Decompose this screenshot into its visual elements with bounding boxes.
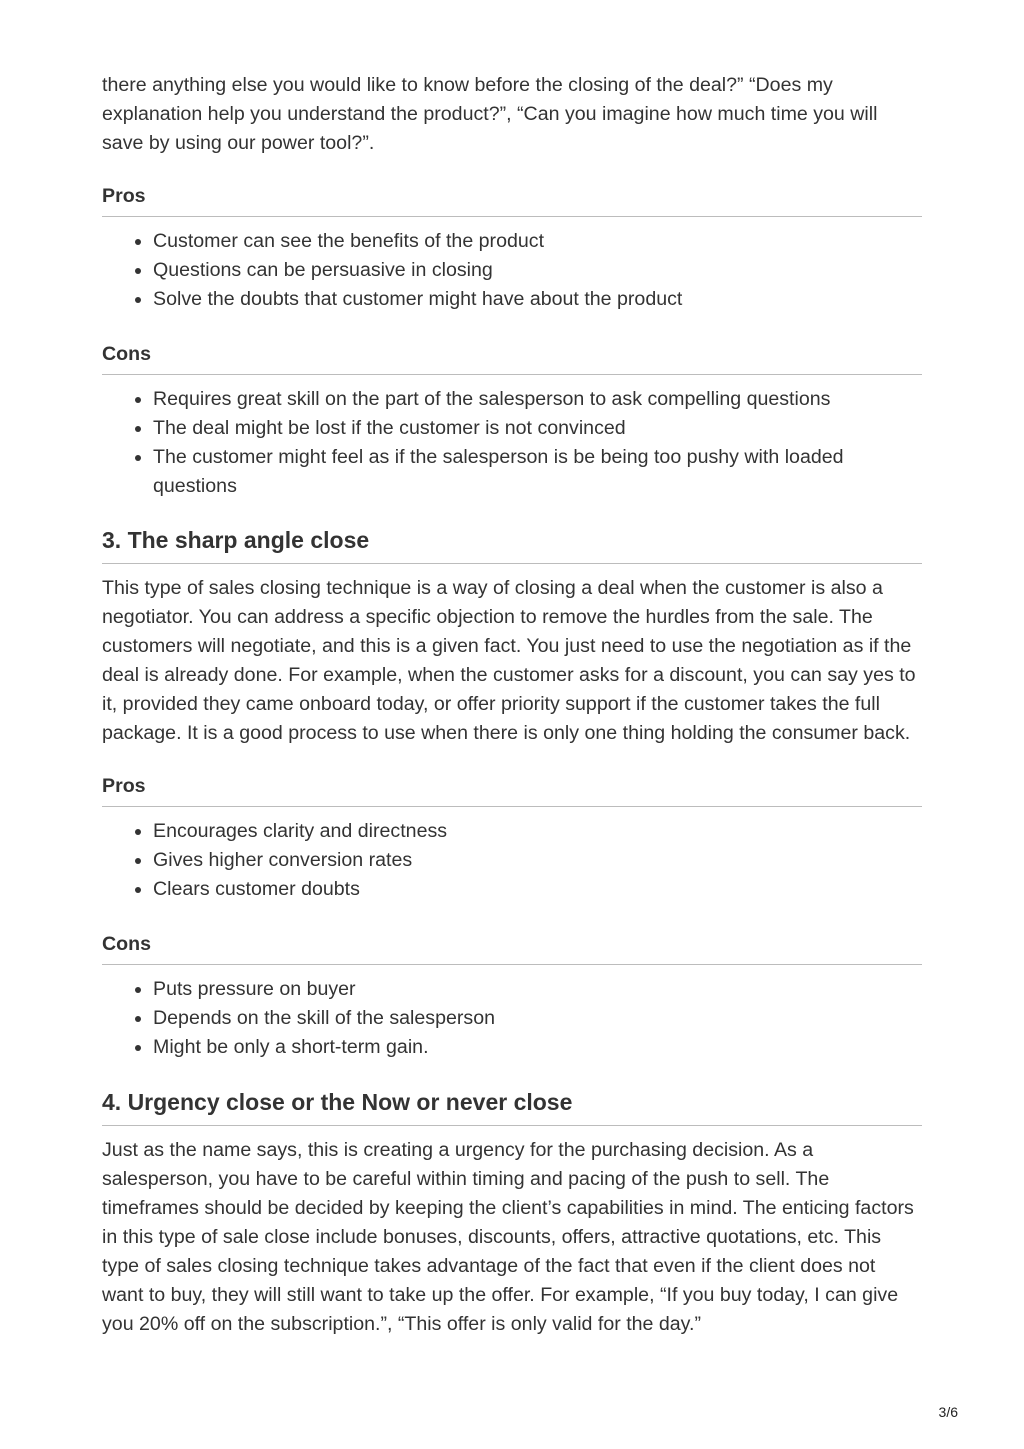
section-title: 4. Urgency close or the Now or never close <box>102 1087 922 1126</box>
page-number: 3/6 <box>938 1404 958 1420</box>
list-item: Requires great skill on the part of the salesperson to ask compelling questions <box>153 385 922 414</box>
cons-heading: Cons <box>102 341 922 375</box>
list-item: The customer might feel as if the salesperson is be being too pushy with loaded questions <box>153 443 922 501</box>
section-title: 3. The sharp angle close <box>102 525 922 564</box>
cons-list <box>102 975 922 1062</box>
list-item: Depends on the skill of the salesperson <box>153 1004 922 1033</box>
list-item: Clears customer doubts <box>153 875 922 904</box>
intro-paragraph: there anything else you would like to know before the closing of the deal?” “Does my explanation help you understand the product?”, “Can you imagine how much time you will save by using our power tool?”. <box>102 74 878 154</box>
section-paragraph: Just as the name says, this is creating a urgency for the purchasing decision. As a salesperson, you have to be careful within timing and pacing of the push to sell. The timeframes should be decided by keeping the client’s capabilities in mind. The enticing factors in this type of sale close include bonuses, discounts, offers, attractive quotations, etc. This type of sales closing technique takes advantage of the fact that even if the client does not want to buy, they will still want to take up the offer. For example, “If you buy today, I can give you 20% off on the subscription.”, “This offer is only valid for the day.” <box>102 1139 914 1335</box>
list-item: Gives higher conversion rates <box>153 846 922 875</box>
pros-list <box>102 227 922 314</box>
list-item: Might be only a short-term gain. <box>153 1033 922 1062</box>
pros-heading: Pros <box>102 773 922 807</box>
list-item: Customer can see the benefits of the product <box>153 227 922 256</box>
cons-list <box>102 385 922 501</box>
cons-heading: Cons <box>102 931 922 965</box>
list-item: Questions can be persuasive in closing <box>153 256 922 285</box>
pros-list <box>102 817 922 904</box>
list-item: The deal might be lost if the customer is not convinced <box>153 414 922 443</box>
document-content <box>102 71 922 1339</box>
list-item: Encourages clarity and directness <box>153 817 922 846</box>
section-paragraph: This type of sales closing technique is a way of closing a deal when the customer is also a negotiator. You can address a specific objection to remove the hurdles from the sale. The customers will negotiate, and this is a given fact. You just need to use the negotiation as if the deal is already done. For example, when the customer asks for a discount, you can say yes to it, provided they came onboard today, or offer priority support if the customer takes the full package. It is a good process to use when there is only one thing holding the consumer back. <box>102 577 916 744</box>
list-item: Solve the doubts that customer might have about the product <box>153 285 922 314</box>
pros-heading: Pros <box>102 183 922 217</box>
list-item: Puts pressure on buyer <box>153 975 922 1004</box>
